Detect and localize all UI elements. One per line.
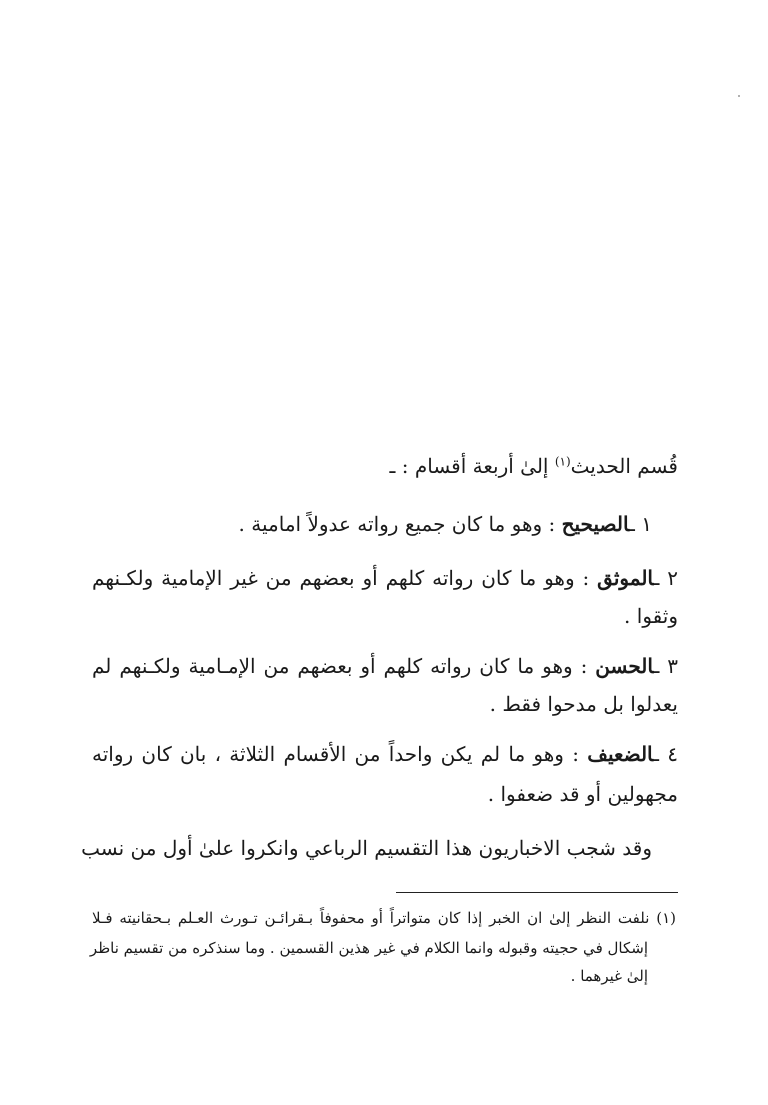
footnote-text: إشكال في حجيته وقبوله وانما الكلام في غير هذين القسمين . وما سنذكره من تقسيم ناظر [89, 939, 648, 957]
section-2-line-1 [92, 564, 678, 592]
section-4-line-2 [92, 780, 678, 808]
section-number: ٤ ـ [653, 742, 679, 766]
section-text: : وهو ما كان جميع رواته عدولاً امامية . [238, 512, 556, 536]
section-text: : وهو ما كان رواته كلهم أو بعضهم من الإمـامية ولكـنهم لم [92, 654, 588, 678]
section-term: الضعيف [587, 742, 654, 766]
intro-line [92, 452, 678, 480]
intro-text-after: إلىٰ أربعة أقسام : ـ [389, 454, 549, 478]
scan-speck [738, 95, 740, 97]
footnote-line-1 [92, 906, 676, 930]
section-text: : وهو ما لم يكن واحداً من الأقسام الثلاثة ، بان كان رواته [92, 742, 579, 766]
footnote-separator [396, 892, 678, 893]
footnote-line-2 [89, 936, 648, 960]
footnote-reference: (١) [554, 454, 571, 469]
section-number: ٣ ـ [653, 654, 679, 678]
section-number: ٢ ـ [653, 566, 679, 590]
intro-text-before: قُسم الحديث [570, 454, 678, 478]
footnote-line-3 [571, 964, 648, 988]
section-text: : وهو ما كان رواته كلهم أو بعضهم من غير الإمامية ولكـنهم [92, 566, 590, 590]
section-4-line-1 [92, 740, 678, 768]
section-1-line-1 [92, 510, 652, 538]
section-number: ١ ـ [629, 512, 652, 536]
section-text: يعدلوا بل مدحوا فقط . [489, 692, 678, 716]
closing-line [81, 834, 652, 862]
section-text: وثقوا . [624, 604, 678, 628]
section-text: مجهولين أو قد ضعفوا . [487, 782, 678, 806]
section-term: الصيحيح [561, 512, 630, 536]
footnote-text: إلىٰ غيرهما . [570, 967, 648, 985]
section-term: الحسن [595, 654, 654, 678]
section-3-line-2 [92, 690, 678, 718]
closing-text: وقد شجب الاخباريون هذا التقسيم الرباعي وانكروا علىٰ أول من نسب [81, 836, 652, 860]
footnote-marker: (١) [656, 909, 677, 927]
section-2-line-2 [92, 602, 678, 630]
section-term: الموثق [597, 566, 654, 590]
footnote-text: نلفت النظر إلىٰ ان الخبر إذا كان متواتراً أو محفوفاً بـقرائـن تـورث العـلم بـحقانيته فـلا [92, 909, 650, 927]
section-3-line-1 [92, 652, 678, 680]
